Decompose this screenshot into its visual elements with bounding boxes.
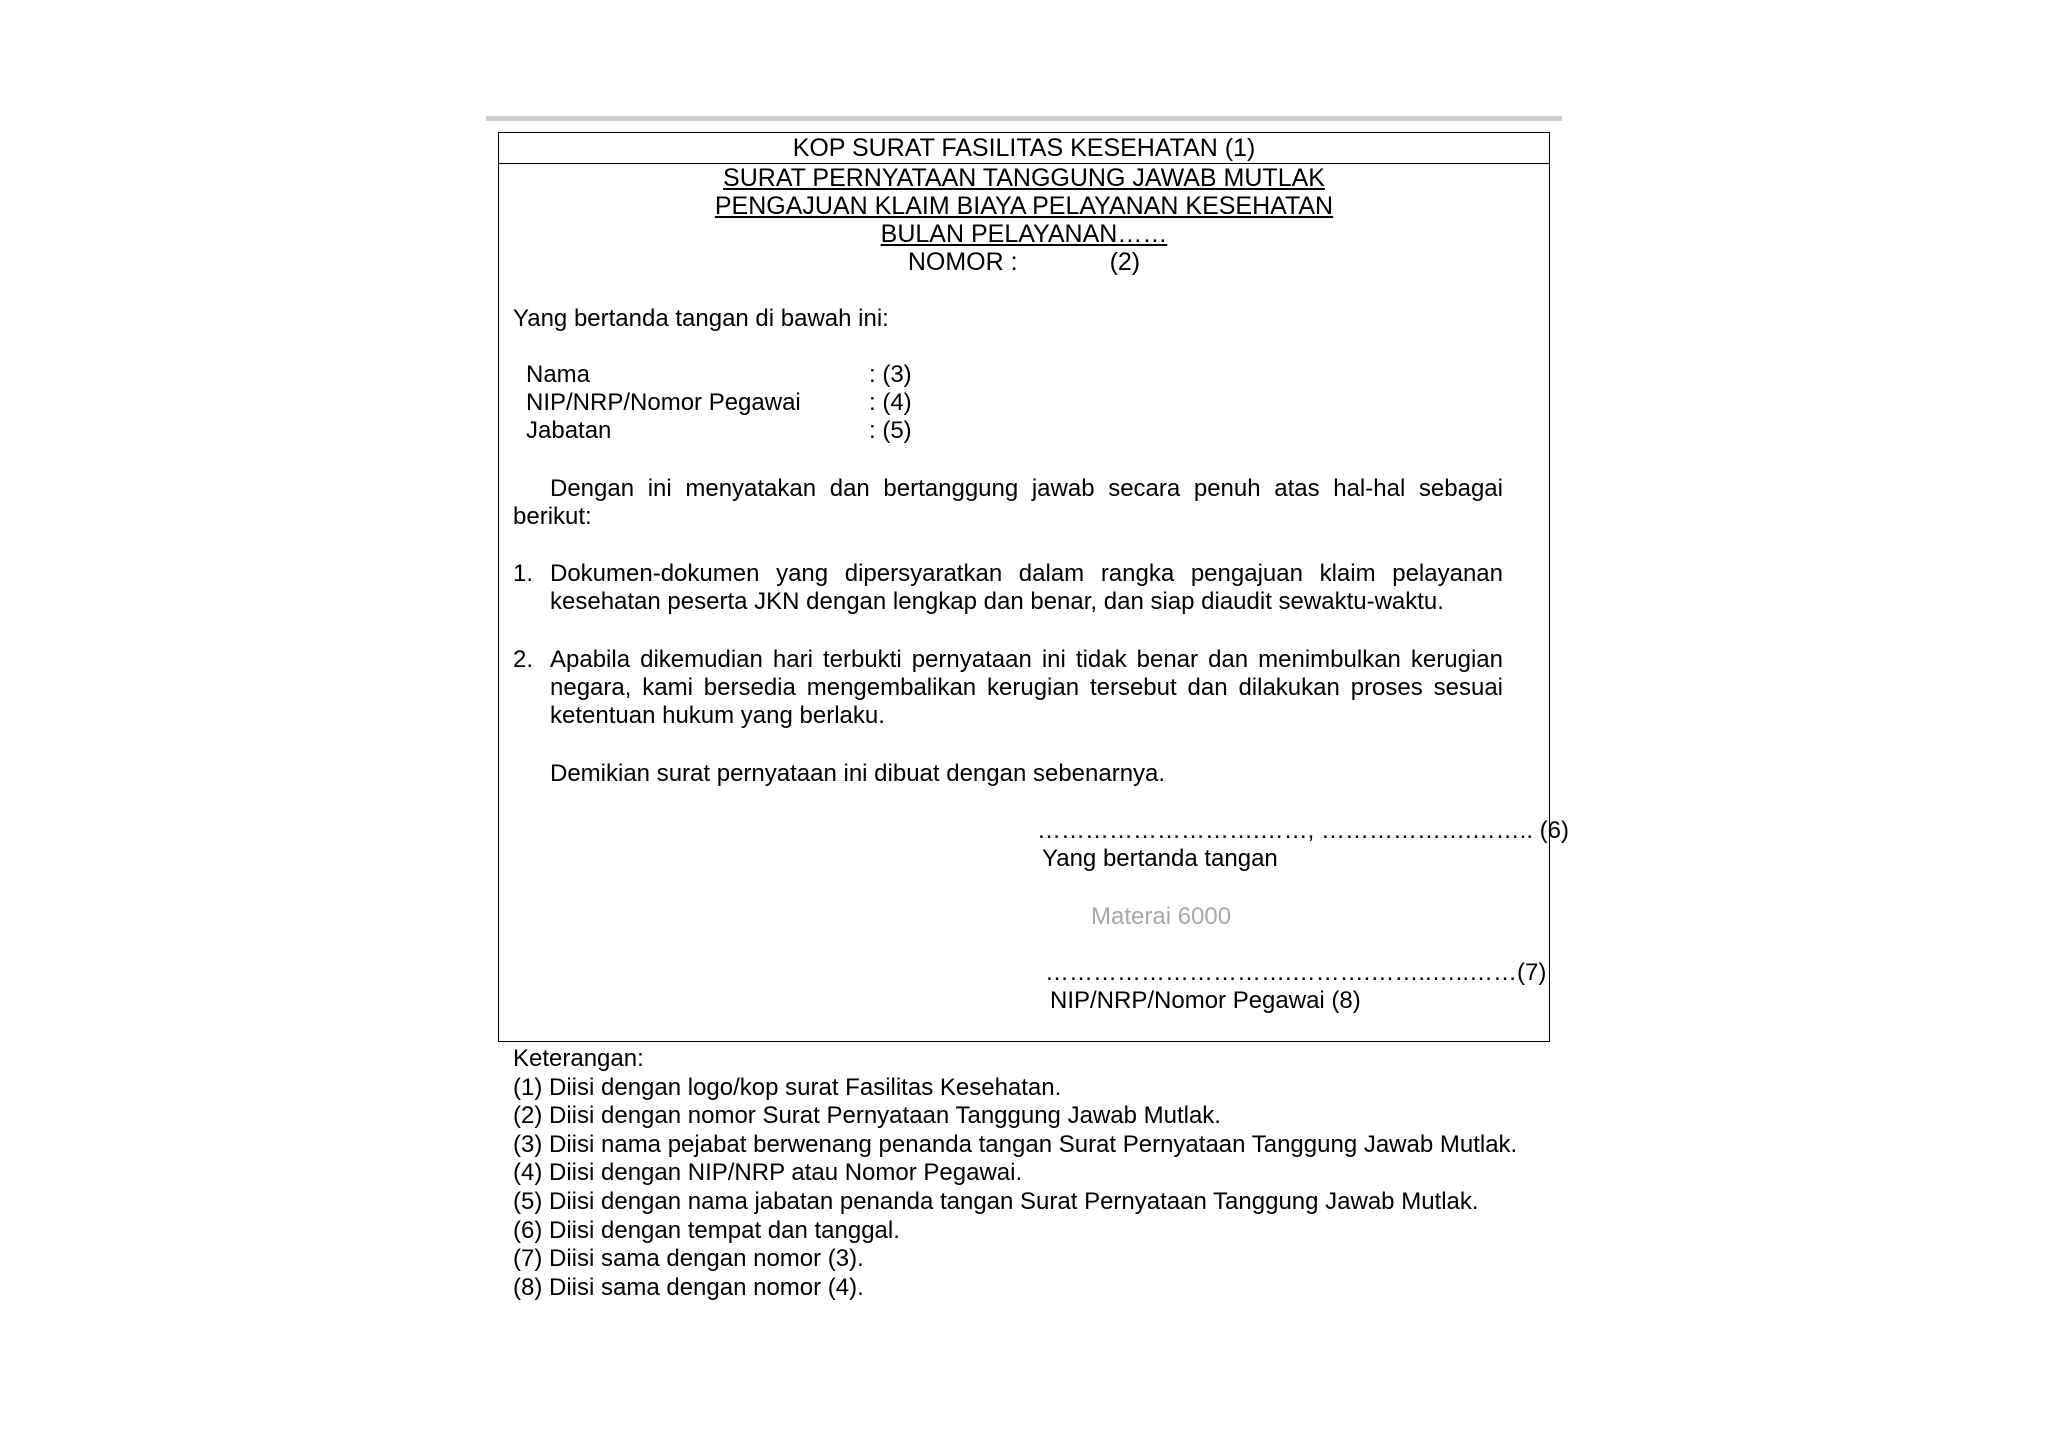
note-item: (2) Diisi dengan nomor Surat Pernyataan Tanggung Jawab Mutlak. [513, 1102, 1221, 1130]
list-item-number: 2. [513, 646, 534, 673]
note-item: (1) Diisi dengan logo/kop surat Fasilitas Kesehatan. [513, 1073, 1062, 1101]
stamp-placeholder: Materai 6000 [1091, 903, 1232, 930]
list-item [513, 560, 1503, 616]
title-line-1 [499, 164, 1549, 192]
notes-section [513, 1045, 1562, 1302]
nomor-label: NOMOR : [907, 248, 1018, 276]
letterhead-row [499, 133, 1549, 164]
statement-paragraph: Dengan ini menyatakan dan bertanggung jawab secara penuh atas hal-hal sebagai berikut: [513, 475, 1503, 530]
signer-label: Yang bertanda tangan [1042, 845, 1278, 872]
note-item: (5) Diisi dengan nama jabatan penanda tangan Surat Pernyataan Tanggung Jawab Mutlak. [513, 1187, 1479, 1215]
title-line-2 [499, 192, 1549, 220]
list-item-text: Apabila dikemudian hari terbukti pernyataan ini tidak benar dan menimbulkan kerugian negara, kami bersedia mengembalikan kerugian tersebut dan dilakukan proses sesuai ketentuan hukum yang berlaku. [550, 646, 1503, 729]
closing-text: Demikian surat pernyataan ini dibuat dengan sebenarnya. [550, 760, 1166, 787]
field-value-nip: : (4) [869, 389, 912, 416]
note-item: (6) Diisi dengan tempat dan tanggal. [513, 1216, 900, 1244]
note-item: (4) Diisi dengan NIP/NRP atau Nomor Pegawai. [513, 1159, 1023, 1187]
nomor-value: (2) [1109, 248, 1141, 276]
top-divider [486, 116, 1562, 121]
field-value-nama: : (3) [869, 361, 912, 388]
letterhead-text: KOP SURAT FASILITAS KESEHATAN (1) [792, 134, 1256, 162]
nomor-row [499, 248, 1549, 276]
title-line-2-text: PENGAJUAN KLAIM BIAYA PELAYANAN KESEHATAN [714, 192, 1334, 220]
field-value-jabatan: : (5) [869, 417, 912, 444]
notes-title: Keterangan: [513, 1045, 644, 1072]
field-label-nip: NIP/NRP/Nomor Pegawai [526, 389, 801, 416]
note-item: (3) Diisi nama pejabat berwenang penanda tangan Surat Pernyataan Tanggung Jawab Mutlak. [513, 1130, 1518, 1158]
list-item [513, 646, 1503, 730]
signer-id-label: NIP/NRP/Nomor Pegawai (8) [1050, 987, 1361, 1014]
field-label-nama: Nama [526, 361, 591, 388]
note-item: (8) Diisi sama dengan nomor (4). [513, 1273, 864, 1301]
title-line-3 [499, 220, 1549, 248]
statement-form [498, 132, 1570, 1042]
intro-text: Yang bertanda tangan di bawah ini: [513, 305, 889, 332]
list-item-number: 1. [513, 560, 534, 587]
title-line-3-text: BULAN PELAYANAN…… [880, 220, 1168, 248]
note-item: (7) Diisi sama dengan nomor (3). [513, 1245, 864, 1273]
list-item-text: Dokumen-dokumen yang dipersyaratkan dalam rangka pengajuan klaim pelayanan kesehatan peserta JKN dengan lengkap dan benar, dan siap diaudit sewaktu-waktu. [550, 560, 1503, 615]
place-date-line: ……………………….……, ……………….…….. (6) [1037, 817, 1570, 844]
title-line-1-text: SURAT PERNYATAAN TANGGUNG JAWAB MUTLAK [723, 164, 1325, 192]
signer-name-line: ………………………….……….……..…..……(7) [1045, 959, 1547, 986]
field-label-jabatan: Jabatan [526, 417, 612, 444]
